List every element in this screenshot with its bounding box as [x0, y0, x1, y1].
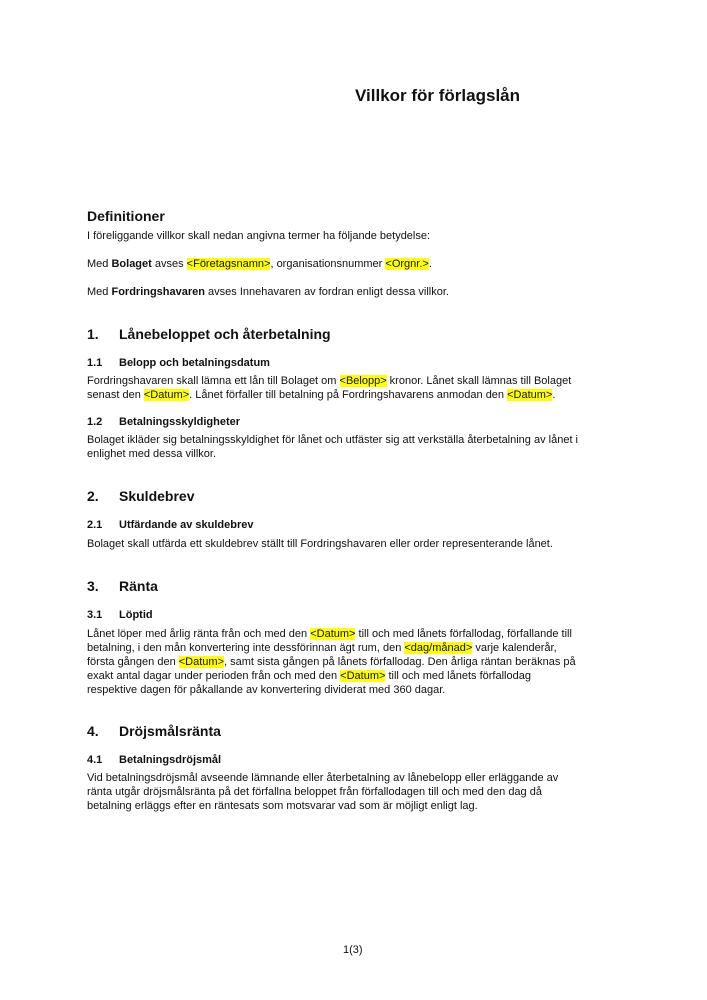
section-title: Ränta [119, 578, 158, 594]
document-title: Villkor för förlagslån [355, 86, 521, 105]
paragraph-4-1 [87, 771, 558, 813]
section-number: 2. [87, 488, 99, 504]
line: Bolaget ikläder sig betalningsskyldighet för lånet och utfäster sig att verkställa återbetalning av lånet i [87, 434, 579, 446]
section-title: Lånebeloppet och återbetalning [119, 326, 331, 342]
text: avses Innehavaren av fordran enligt dessa villkor. [205, 286, 449, 298]
subsection-3-1-heading [87, 609, 153, 621]
section-1-heading [87, 326, 331, 342]
subsection-4-1-heading [87, 754, 221, 766]
text: Lånet löper med årlig ränta från och med den [87, 628, 311, 640]
subsection-title: Betalningsskyldigheter [119, 416, 241, 428]
text: Med [87, 258, 112, 270]
text: senast den [87, 389, 144, 401]
text: till och med lånets förfallodag, förfallande till [355, 628, 572, 640]
line: ränta utgår dröjsmålsränta på det förfallna beloppet från förfallodagen till och med den dag då [87, 786, 542, 798]
text: kronor. Lånet skall lämnas till Bolaget [386, 375, 572, 387]
subsection-title: Betalningsdröjsmål [119, 754, 222, 766]
definitions-intro: I föreliggande villkor skall nedan angivna termer ha följande betydelse: [87, 230, 431, 242]
line [87, 641, 576, 655]
text: . Lånet förfaller till betalning på Fordringshavarens anmodan den [189, 389, 508, 401]
line [87, 388, 571, 402]
text: Fordringshavaren skall lämna ett lån till Bolaget om [87, 375, 340, 387]
section-number: 3. [87, 578, 99, 594]
text: varje kalenderår, [472, 642, 557, 654]
subsection-title: Utfärdande av skuldebrev [119, 519, 254, 531]
paragraph-1-2 [87, 433, 578, 461]
placeholder-datum[interactable]: <Datum> [507, 389, 553, 401]
placeholder-datum[interactable]: <Datum> [178, 656, 224, 668]
line: respektive dagen för påkallande av konvertering dividerat med 360 dagar. [87, 684, 446, 696]
subsection-number: 2.1 [87, 519, 103, 531]
text: till och med lånets förfallodag [385, 670, 531, 682]
paragraph-3-1 [87, 627, 576, 697]
definition-fordringshavaren [87, 285, 449, 299]
section-4-heading [87, 723, 221, 739]
section-number: 4. [87, 723, 99, 739]
section-number: 1. [87, 326, 99, 342]
section-3-heading [87, 578, 158, 594]
term-bolaget: Bolaget [111, 258, 152, 270]
placeholder-belopp[interactable]: <Belopp> [339, 375, 387, 387]
section-title: Skuldebrev [119, 488, 195, 504]
line: betalning erläggs efter en räntesats som motsvarar vad som är möjligt enligt lag. [87, 800, 478, 812]
line [87, 655, 576, 669]
section-2-heading [87, 488, 194, 504]
subsection-number: 1.1 [87, 357, 103, 369]
subsection-title: Löptid [119, 609, 153, 621]
text: Med [87, 286, 112, 298]
placeholder-datum[interactable]: <Datum> [143, 389, 190, 401]
line: Vid betalningsdröjsmål avseende lämnande eller återbetalning av lånebelopp eller erläggande av [87, 772, 559, 784]
subsection-number: 1.2 [87, 416, 103, 428]
subsection-2-1-heading [87, 519, 254, 531]
page-number: 1(3) [343, 944, 363, 956]
text: första gången den [87, 656, 179, 668]
subsection-1-2-heading [87, 416, 240, 428]
placeholder-foretagsnamn[interactable]: <Företagsnamn> [186, 258, 271, 270]
paragraph-1-1 [87, 374, 571, 402]
paragraph-2-1: Bolaget skall utfärda ett skuldebrev ställt till Fordringshavaren eller order representerande lånet. [87, 538, 553, 550]
placeholder-datum[interactable]: <Datum> [340, 670, 386, 682]
text: avses [151, 258, 187, 270]
definition-bolaget [87, 257, 432, 271]
line: enlighet med dessa villkor. [87, 448, 217, 460]
placeholder-dag-manad[interactable]: <dag/månad> [404, 642, 473, 654]
placeholder-orgnr[interactable]: <Orgnr.> [385, 258, 429, 270]
text: exakt antal dagar under perioden från och med den [87, 670, 341, 682]
subsection-1-1-heading [87, 357, 270, 369]
subsection-title: Belopp och betalningsdatum [119, 357, 270, 369]
definitions-heading: Definitioner [87, 208, 165, 224]
subsection-number: 3.1 [87, 609, 103, 621]
line [87, 669, 576, 683]
text: . [428, 258, 432, 270]
text: , organisationsnummer [270, 258, 386, 270]
text: . [552, 389, 556, 401]
line [87, 374, 571, 388]
placeholder-datum[interactable]: <Datum> [310, 628, 356, 640]
text: betalning, i den mån konvertering inte dessförinnan ägt rum, den [87, 642, 405, 654]
section-title: Dröjsmålsränta [119, 723, 221, 739]
term-fordringshavaren: Fordringshavaren [111, 286, 205, 298]
subsection-number: 4.1 [87, 754, 103, 766]
line [87, 627, 576, 641]
text: , samt sista gången på lånets förfallodag. Den årliga räntan beräknas på [224, 656, 576, 668]
